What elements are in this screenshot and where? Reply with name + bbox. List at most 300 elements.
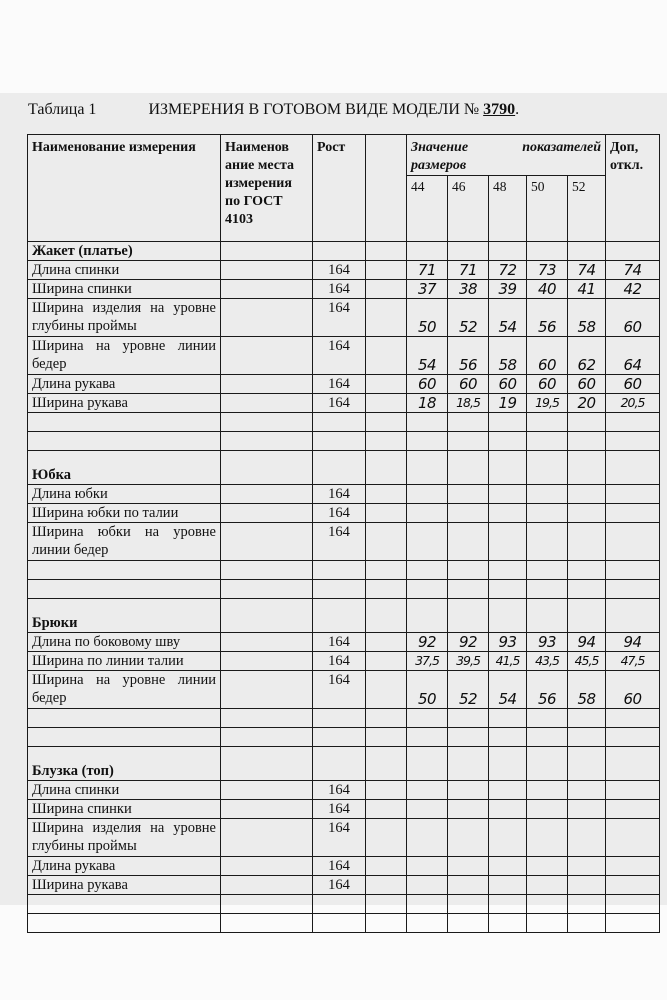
empty-cell (366, 413, 407, 432)
size-value-empty (448, 876, 489, 895)
height-value: 164 (313, 261, 366, 280)
header-name: Наименование измерения (28, 135, 221, 242)
header-height: Рост (313, 135, 366, 242)
size-value-empty (527, 800, 568, 819)
empty-cell (568, 580, 606, 599)
size-value-empty (448, 485, 489, 504)
measurement-place (221, 394, 313, 413)
empty-cell (527, 599, 568, 633)
empty-cell (28, 432, 221, 451)
measurement-name: Ширина юбки на уровне линии бедер (28, 523, 221, 561)
size-value: 37 (407, 280, 448, 299)
size-value: 52 (448, 671, 489, 709)
size-value: 71 (448, 261, 489, 280)
table-row (28, 504, 660, 523)
height-value: 164 (313, 857, 366, 876)
size-value: 56 (448, 337, 489, 375)
empty-cell (221, 242, 313, 261)
size-value-empty (568, 485, 606, 504)
size-value-empty (489, 523, 527, 561)
empty-cell (407, 895, 448, 914)
size-value: 64 (606, 337, 660, 375)
size-value-empty (606, 876, 660, 895)
measurement-name: Ширина изделия на уровне глубины проймы (28, 299, 221, 337)
empty-cell (606, 709, 660, 728)
table-row (28, 523, 660, 561)
empty-cell (568, 451, 606, 485)
size-value: 92 (407, 633, 448, 652)
empty-cell (366, 876, 407, 895)
title-period: . (515, 101, 520, 118)
empty-cell (313, 709, 366, 728)
height-value: 164 (313, 394, 366, 413)
empty-cell (366, 747, 407, 781)
size-header: 48 (489, 176, 527, 242)
empty-cell (489, 914, 527, 933)
empty-cell (366, 671, 407, 709)
size-value: 93 (489, 633, 527, 652)
empty-cell (366, 561, 407, 580)
size-value-empty (568, 857, 606, 876)
measurement-place (221, 857, 313, 876)
measurements-table (27, 134, 660, 933)
section-row (28, 599, 660, 633)
height-value: 164 (313, 671, 366, 709)
size-value: 40 (527, 280, 568, 299)
empty-cell (527, 580, 568, 599)
empty-cell (568, 728, 606, 747)
size-value: 60 (448, 375, 489, 394)
blank-row (28, 895, 660, 914)
measurement-name: Длина рукава (28, 375, 221, 394)
size-value: 60 (407, 375, 448, 394)
size-value: 58 (489, 337, 527, 375)
empty-cell (366, 242, 407, 261)
empty-cell (28, 561, 221, 580)
measurement-place (221, 280, 313, 299)
empty-cell (568, 413, 606, 432)
empty-cell (28, 914, 221, 933)
empty-cell (366, 485, 407, 504)
size-value-empty (448, 504, 489, 523)
table-row (28, 781, 660, 800)
empty-cell (448, 242, 489, 261)
empty-cell (313, 599, 366, 633)
size-value: 60 (606, 671, 660, 709)
size-value: 74 (606, 261, 660, 280)
size-value-empty (489, 485, 527, 504)
empty-cell (28, 413, 221, 432)
empty-cell (366, 728, 407, 747)
section-title: Юбка (28, 451, 221, 485)
size-value-empty (568, 876, 606, 895)
empty-cell (366, 819, 407, 857)
height-value: 164 (313, 280, 366, 299)
size-value-empty (568, 504, 606, 523)
table-row (28, 394, 660, 413)
size-value: 19 (489, 394, 527, 413)
measurement-name: Ширина рукава (28, 876, 221, 895)
empty-cell (366, 261, 407, 280)
empty-cell (448, 413, 489, 432)
size-header: 44 (407, 176, 448, 242)
section-row (28, 747, 660, 781)
empty-cell (407, 914, 448, 933)
size-value: 43,5 (527, 652, 568, 671)
size-value: 41 (568, 280, 606, 299)
empty-cell (489, 599, 527, 633)
size-value: 38 (448, 280, 489, 299)
empty-cell (568, 432, 606, 451)
empty-cell (606, 895, 660, 914)
size-value: 37,5 (407, 652, 448, 671)
size-value: 54 (407, 337, 448, 375)
empty-cell (366, 580, 407, 599)
size-value-empty (489, 819, 527, 857)
size-value: 50 (407, 299, 448, 337)
size-value-empty (606, 819, 660, 857)
empty-cell (366, 280, 407, 299)
empty-cell (366, 914, 407, 933)
empty-cell (527, 451, 568, 485)
size-value: 73 (527, 261, 568, 280)
size-value-empty (448, 800, 489, 819)
empty-cell (221, 747, 313, 781)
empty-cell (448, 561, 489, 580)
table-row (28, 671, 660, 709)
empty-cell (448, 728, 489, 747)
measurement-place (221, 671, 313, 709)
blank-row (28, 914, 660, 933)
empty-cell (221, 895, 313, 914)
empty-cell (448, 580, 489, 599)
measurement-name: Ширина рукава (28, 394, 221, 413)
size-value: 20 (568, 394, 606, 413)
size-value: 71 (407, 261, 448, 280)
empty-cell (221, 432, 313, 451)
empty-cell (527, 728, 568, 747)
empty-cell (28, 728, 221, 747)
empty-cell (606, 451, 660, 485)
empty-cell (527, 561, 568, 580)
size-value-empty (489, 800, 527, 819)
empty-cell (366, 432, 407, 451)
empty-cell (527, 413, 568, 432)
header-tolerance: Доп, откл. (606, 135, 660, 242)
size-value: 58 (568, 671, 606, 709)
measurement-place (221, 299, 313, 337)
height-value: 164 (313, 781, 366, 800)
size-value-empty (527, 485, 568, 504)
table-row (28, 633, 660, 652)
empty-cell (28, 580, 221, 599)
empty-cell (527, 432, 568, 451)
size-value: 93 (527, 633, 568, 652)
size-value-empty (568, 819, 606, 857)
table-row (28, 800, 660, 819)
empty-cell (568, 709, 606, 728)
empty-cell (366, 337, 407, 375)
empty-cell (606, 242, 660, 261)
measurement-place (221, 633, 313, 652)
header-row-top (28, 135, 660, 176)
empty-cell (221, 580, 313, 599)
empty-cell (527, 914, 568, 933)
empty-cell (366, 523, 407, 561)
empty-cell (366, 299, 407, 337)
empty-cell (489, 580, 527, 599)
height-value: 164 (313, 819, 366, 857)
measurement-name: Ширина изделия на уровне глубины проймы (28, 819, 221, 857)
table-row (28, 337, 660, 375)
size-value-empty (606, 857, 660, 876)
measurement-place (221, 485, 313, 504)
height-value: 164 (313, 485, 366, 504)
measurement-name: Длина рукава (28, 857, 221, 876)
empty-cell (366, 375, 407, 394)
empty-cell (606, 747, 660, 781)
size-value-empty (568, 781, 606, 800)
empty-cell (313, 895, 366, 914)
empty-cell (366, 394, 407, 413)
empty-cell (313, 914, 366, 933)
size-value: 94 (568, 633, 606, 652)
blank-row (28, 728, 660, 747)
size-value: 60 (527, 375, 568, 394)
measurement-place (221, 800, 313, 819)
size-value-empty (606, 523, 660, 561)
size-value: 62 (568, 337, 606, 375)
size-value-empty (407, 504, 448, 523)
empty-cell (407, 599, 448, 633)
blank-row (28, 561, 660, 580)
empty-cell (407, 709, 448, 728)
size-value: 18,5 (448, 394, 489, 413)
height-value: 164 (313, 337, 366, 375)
measurement-name: Длина юбки (28, 485, 221, 504)
size-header: 50 (527, 176, 568, 242)
empty-cell (407, 728, 448, 747)
empty-cell (606, 599, 660, 633)
empty-cell (313, 747, 366, 781)
size-value: 50 (407, 671, 448, 709)
empty-cell (221, 914, 313, 933)
empty-cell (489, 561, 527, 580)
size-value: 19,5 (527, 394, 568, 413)
empty-cell (313, 728, 366, 747)
size-value: 58 (568, 299, 606, 337)
height-value: 164 (313, 876, 366, 895)
size-value: 92 (448, 633, 489, 652)
empty-cell (313, 451, 366, 485)
measurement-name: Ширина спинки (28, 280, 221, 299)
size-value: 60 (527, 337, 568, 375)
empty-cell (489, 432, 527, 451)
empty-cell (366, 800, 407, 819)
measurement-place (221, 876, 313, 895)
measurement-place (221, 652, 313, 671)
table-row (28, 819, 660, 857)
empty-cell (606, 914, 660, 933)
empty-cell (568, 747, 606, 781)
table-row (28, 299, 660, 337)
measurement-place (221, 504, 313, 523)
size-value-empty (489, 876, 527, 895)
table-caption (28, 101, 519, 119)
size-value: 74 (568, 261, 606, 280)
size-value: 60 (568, 375, 606, 394)
empty-cell (313, 242, 366, 261)
measurement-place (221, 261, 313, 280)
empty-cell (489, 747, 527, 781)
empty-cell (527, 242, 568, 261)
size-value-empty (606, 504, 660, 523)
empty-cell (489, 728, 527, 747)
empty-cell (313, 413, 366, 432)
empty-cell (221, 709, 313, 728)
size-value-empty (527, 781, 568, 800)
table-row (28, 280, 660, 299)
empty-cell (366, 652, 407, 671)
size-value-empty (527, 876, 568, 895)
empty-cell (606, 432, 660, 451)
size-value: 56 (527, 671, 568, 709)
empty-cell (568, 561, 606, 580)
empty-cell (407, 242, 448, 261)
empty-cell (606, 561, 660, 580)
size-value-empty (407, 876, 448, 895)
empty-cell (221, 561, 313, 580)
size-value-empty (448, 781, 489, 800)
empty-cell (448, 895, 489, 914)
measurement-name: Ширина юбки по талии (28, 504, 221, 523)
blank-row (28, 709, 660, 728)
table-row (28, 857, 660, 876)
size-value: 20,5 (606, 394, 660, 413)
size-value-empty (527, 504, 568, 523)
table-title: ИЗМЕРЕНИЯ В ГОТОВОМ ВИДЕ МОДЕЛИ № (148, 101, 480, 118)
table-row (28, 652, 660, 671)
measurement-name: Ширина на уровне линии бедер (28, 337, 221, 375)
measurement-name: Длина спинки (28, 781, 221, 800)
size-value: 42 (606, 280, 660, 299)
empty-cell (28, 895, 221, 914)
empty-cell (221, 728, 313, 747)
size-value: 94 (606, 633, 660, 652)
blank-row (28, 413, 660, 432)
empty-cell (407, 432, 448, 451)
size-value: 18 (407, 394, 448, 413)
size-value-empty (448, 523, 489, 561)
empty-cell (407, 747, 448, 781)
empty-cell (28, 709, 221, 728)
blank-row (28, 580, 660, 599)
empty-cell (366, 451, 407, 485)
size-value: 60 (489, 375, 527, 394)
empty-cell (489, 242, 527, 261)
section-title: Жакет (платье) (28, 242, 221, 261)
height-value: 164 (313, 800, 366, 819)
empty-cell (568, 914, 606, 933)
empty-cell (407, 561, 448, 580)
height-value: 164 (313, 299, 366, 337)
empty-cell (366, 709, 407, 728)
empty-cell (489, 709, 527, 728)
empty-cell (313, 432, 366, 451)
empty-cell (221, 599, 313, 633)
size-header: 46 (448, 176, 489, 242)
empty-cell (313, 561, 366, 580)
empty-cell (527, 895, 568, 914)
size-value-empty (489, 857, 527, 876)
size-value: 60 (606, 375, 660, 394)
measurement-name: Длина спинки (28, 261, 221, 280)
table-number: Таблица 1 (28, 101, 97, 118)
measurement-name: Ширина на уровне линии бедер (28, 671, 221, 709)
header-empty-cell (366, 135, 407, 242)
empty-cell (568, 242, 606, 261)
size-value: 52 (448, 299, 489, 337)
size-value-empty (606, 781, 660, 800)
size-value-empty (407, 819, 448, 857)
size-value: 72 (489, 261, 527, 280)
empty-cell (366, 895, 407, 914)
empty-cell (366, 633, 407, 652)
measurement-place (221, 819, 313, 857)
table-row (28, 375, 660, 394)
header-place: Наименов ание места измерения по ГОСТ 4103 (221, 135, 313, 242)
size-value-empty (489, 781, 527, 800)
page-top-margin (0, 0, 667, 93)
height-value: 164 (313, 504, 366, 523)
size-value-empty (407, 485, 448, 504)
empty-cell (448, 914, 489, 933)
empty-cell (568, 599, 606, 633)
empty-cell (489, 451, 527, 485)
empty-cell (448, 432, 489, 451)
empty-cell (366, 504, 407, 523)
size-value-empty (527, 819, 568, 857)
empty-cell (606, 580, 660, 599)
measurement-place (221, 781, 313, 800)
size-value-empty (407, 781, 448, 800)
size-value: 39,5 (448, 652, 489, 671)
header-values: Значение показателей размеров (407, 135, 606, 176)
size-value: 54 (489, 299, 527, 337)
empty-cell (407, 413, 448, 432)
size-value: 54 (489, 671, 527, 709)
size-value-empty (606, 800, 660, 819)
empty-cell (489, 413, 527, 432)
table-row (28, 261, 660, 280)
size-value: 56 (527, 299, 568, 337)
size-value-empty (568, 523, 606, 561)
measurement-name: Ширина по линии талии (28, 652, 221, 671)
size-value: 41,5 (489, 652, 527, 671)
measurement-place (221, 375, 313, 394)
empty-cell (448, 599, 489, 633)
empty-cell (221, 413, 313, 432)
size-value: 45,5 (568, 652, 606, 671)
model-number: 3790 (483, 101, 516, 118)
empty-cell (407, 451, 448, 485)
size-value-empty (448, 857, 489, 876)
size-header: 52 (568, 176, 606, 242)
table-row (28, 876, 660, 895)
empty-cell (448, 709, 489, 728)
size-value-empty (407, 857, 448, 876)
measurement-name: Длина по боковому шву (28, 633, 221, 652)
